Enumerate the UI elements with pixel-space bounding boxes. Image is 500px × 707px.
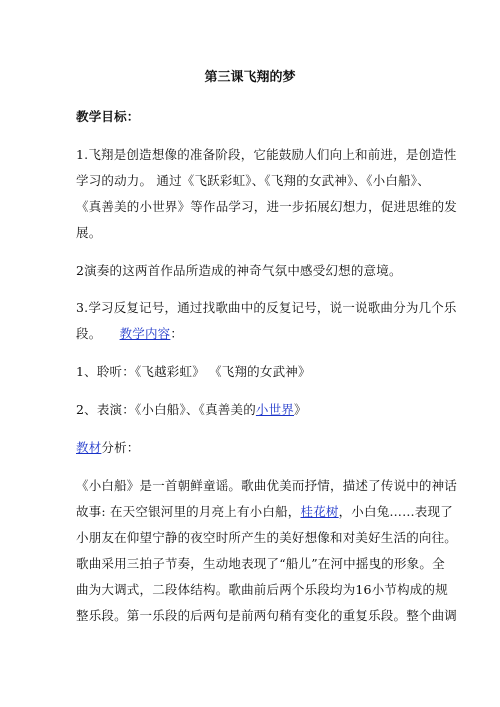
page-title: 第三课飞翔的梦 xyxy=(204,70,296,85)
objective-3-line-2 xyxy=(76,324,183,342)
analysis-heading xyxy=(76,438,140,456)
paragraph-line-2-a: 故事: 在天空银河里的月亮上有小白船， xyxy=(76,504,301,519)
objective-1-line-3: 《真善美的小世界》等作品学习，进一步拓展幻想力，促进思维的发 xyxy=(76,199,458,214)
paragraph-line-6: 整乐段。第一乐段的后两句是前两句稍有变化的重复乐段。整个曲调 xyxy=(76,608,458,623)
objective-1-line-2: 学习的动力。 通过《飞跃彩虹》、《飞翔的女武神》、《小白船》、 xyxy=(76,173,430,188)
objective-2: 2演奏的这两首作品所造成的神奇气氛中感受幻想的意境。 xyxy=(76,263,402,278)
teaching-content-link[interactable]: 教学内容 xyxy=(119,326,171,341)
paragraph-line-2-b: ，小白兔……表现了 xyxy=(338,504,453,519)
objective-3-text: 段。 xyxy=(76,326,106,341)
osmanthus-tree-link[interactable]: 桂花树 xyxy=(300,504,339,519)
objective-3-line-1: 3.学习反复记号，通过找歌曲中的反复记号，说一说歌曲分为几个乐 xyxy=(76,300,457,315)
paragraph-line-5: 曲为大调式，二段体结构。歌曲前后两个乐段均为16小节构成的规 xyxy=(76,582,448,597)
content-item-2 xyxy=(76,400,307,418)
paragraph-line-2 xyxy=(76,502,453,520)
colon-text: ： xyxy=(170,326,184,341)
objective-1-line-4: 展。 xyxy=(76,225,102,240)
paragraph-line-4: 歌曲采用三拍子节奏，生动地表现了“船儿”在河中摇曳的形象。全 xyxy=(76,556,445,571)
content-item-2-tail: 》 xyxy=(294,402,307,417)
paragraph-line-3: 小朋友在仰望宁静的夜空时所产生的美好想像和对美好生活的向往。 xyxy=(76,530,458,545)
content-item-1: 1、聆听：《飞越彩虹》 《飞翔的女武神》 xyxy=(76,364,311,379)
objective-1-line-1: 1.飞翔是创造想像的准备阶段，它能鼓励人们向上和前进，是创造性 xyxy=(76,147,457,162)
textbook-link[interactable]: 教材 xyxy=(76,440,102,455)
paragraph-line-1: 《小白船》是一首朝鲜童谣。歌曲优美而抒情，描述了传说中的神话 xyxy=(76,478,458,493)
analysis-text: 分析： xyxy=(101,440,140,455)
content-item-2-text: 2、表演：《小白船》、《真善美的 xyxy=(76,402,256,417)
objectives-heading: 教学目标： xyxy=(76,109,140,124)
small-world-link[interactable]: 小世界 xyxy=(255,402,295,417)
